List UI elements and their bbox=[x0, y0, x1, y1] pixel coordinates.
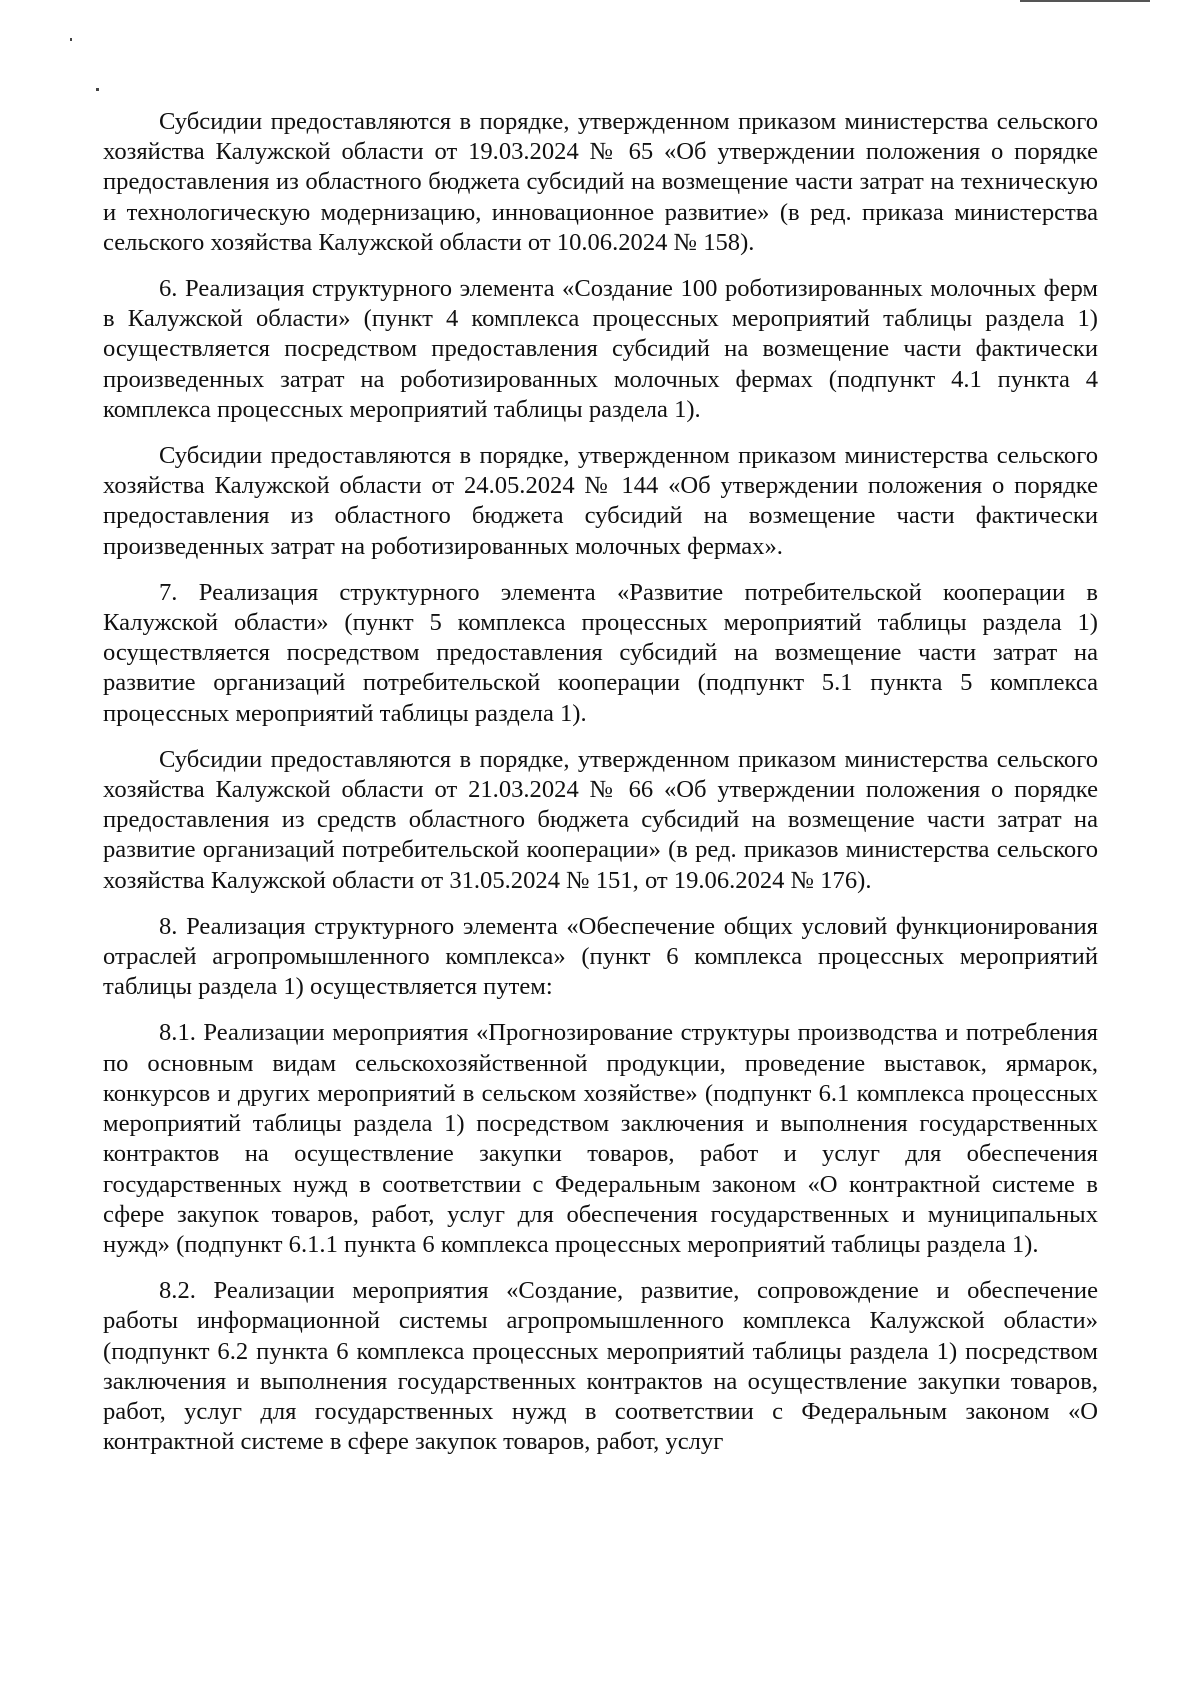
paragraph-subsidies-order-65: Субсидии предоставляются в порядке, утвержденном приказом министерства сельского хозяйства Калужской области от 19.03.2024 № 65 «Об утверждении положения о порядке предоставления из областного бюджета субсидий на возмещение части затрат на техническую и технологическую модернизацию, инновационное развитие» (в ред. приказа министерства сельского хозяйства Калужской области от 10.06.2024 № 158). bbox=[103, 108, 1098, 256]
paragraph-item-8-2: 8.2. Реализации мероприятия «Создание, развитие, сопровождение и обеспечение работы информационной системы агропромышленного комплекса Калужской области» (подпункт 6.2 пункта 6 комплекса процессных мероприятий таблицы раздела 1) посредством заключения и выполнения государственных контрактов на осуществление закупки товаров, работ, услуг для государственных нужд в соответствии с Федеральным законом «О контрактной системе в сфере закупок товаров, работ, услуг bbox=[103, 1277, 1098, 1456]
scan-edge-line bbox=[1020, 0, 1150, 2]
paragraph-subsidies-order-144: Субсидии предоставляются в порядке, утвержденном приказом министерства сельского хозяйства Калужской области от 24.05.2024 № 144 «Об утверждении положения о порядке предоставления из областного бюджета субсидий на возмещение части фактически произведенных затрат на роботизированных молочных фермах». bbox=[103, 442, 1098, 560]
scan-speck bbox=[96, 88, 99, 91]
scan-speck bbox=[70, 38, 72, 41]
paragraph-item-8: 8. Реализация структурного элемента «Обеспечение общих условий функционирования отраслей агропромышленного комплекса» (пункт 6 комплекса процессных мероприятий таблицы раздела 1) осуществляется путем: bbox=[103, 912, 1098, 1001]
paragraph-item-8-1: 8.1. Реализации мероприятия «Прогнозирование структуры производства и потребления по основным видам сельскохозяйственной продукции, проведение выставок, ярмарок, конкурсов и других мероприятий в сельском хозяйстве» (подпункт 6.1 комплекса процессных мероприятий таблицы раздела 1) посредством заключения и выполнения государственных контрактов на осуществление закупки товаров, работ и услуг для обеспечения государственных нужд в соответствии с Федеральным законом «О контрактной системе в сфере закупок товаров, работ, услуг для обеспечения государственных и муниципальных нужд» (подпункт 6.1.1 пункта 6 комплекса процессных мероприятий таблицы раздела 1). bbox=[103, 1019, 1098, 1258]
paragraph-item-6: 6. Реализация структурного элемента «Создание 100 роботизированных молочных ферм в Калужской области» (пункт 4 комплекса процессных мероприятий таблицы раздела 1) осуществляется посредством предоставления субсидий на возмещение части фактически произведенных затрат на роботизированных молочных фермах (подпункт 4.1 пункта 4 комплекса процессных мероприятий таблицы раздела 1). bbox=[103, 275, 1098, 423]
document-body bbox=[103, 107, 1098, 1473]
paragraph-item-7: 7. Реализация структурного элемента «Развитие потребительской кооперации в Калужской области» (пункт 5 комплекса процессных мероприятий таблицы раздела 1) осуществляется посредством предоставления субсидий на возмещение части затрат на развитие организаций потребительской кооперации (подпункт 5.1 пункта 5 комплекса процессных мероприятий таблицы раздела 1). bbox=[103, 578, 1098, 727]
paragraph-subsidies-order-66: Субсидии предоставляются в порядке, утвержденном приказом министерства сельского хозяйства Калужской области от 21.03.2024 № 66 «Об утверждении положения о порядке предоставления из средств областного бюджета субсидий на возмещение части затрат на развитие организаций потребительской кооперации» (в ред. приказов министерства сельского хозяйства Калужской области от 31.05.2024 № 151, от 19.06.2024 № 176). bbox=[103, 745, 1098, 894]
